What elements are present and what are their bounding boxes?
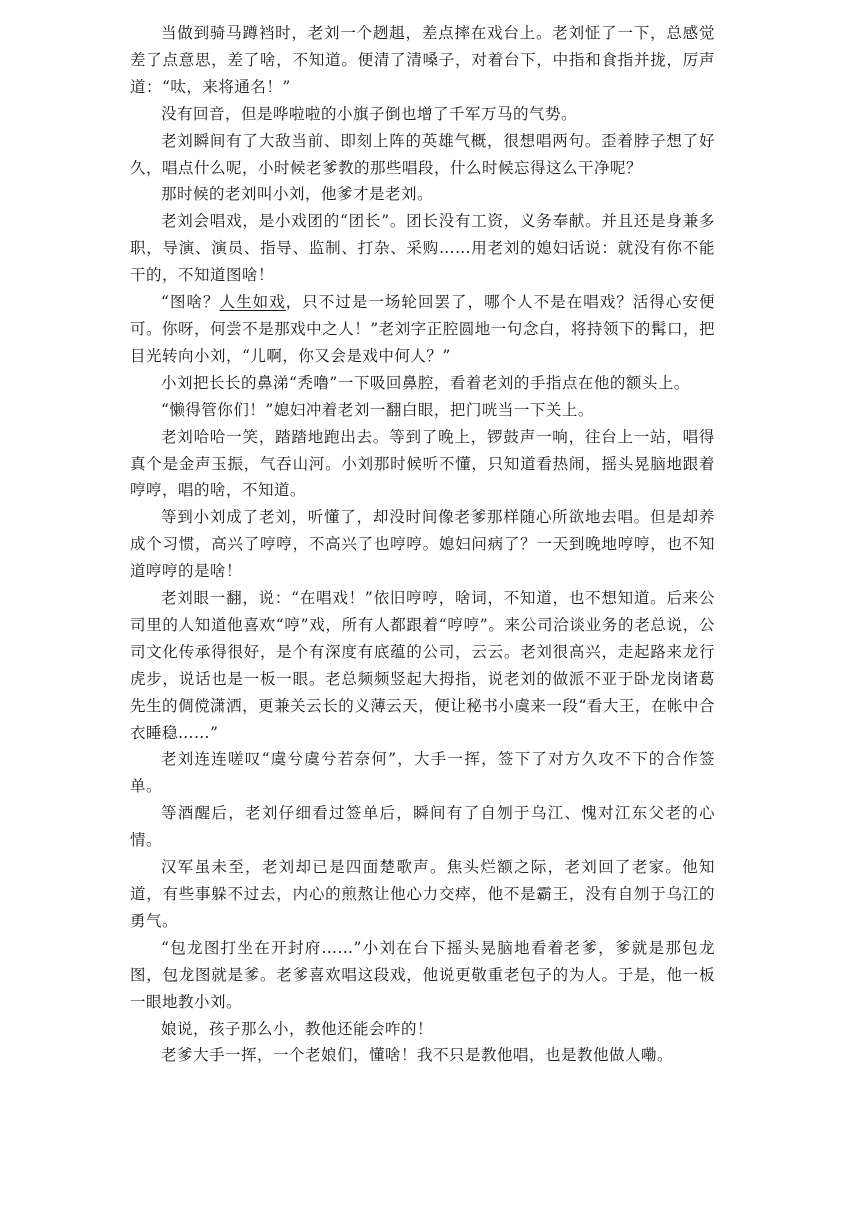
paragraph-6 [130,289,715,370]
paragraph-9: 老刘哈哈一笑，踏踏地跑出去。等到了晚上，锣鼓声一响，往台上一站，唱得真个是金声玉振，气吞山河。小刘那时候听不懂，只知道看热闹，摇头晃脑地跟着哼哼，唱的啥，不知道。 [130,427,715,500]
paragraph-14: 汉军虽未至，老刘却已是四面楚歌声。焦头烂额之际，老刘回了老家。他知道，有些事躲不过去，内心的煎熬让他心力交瘁，他不是霸王，没有自刎于乌江的勇气。 [130,858,715,930]
paragraph-15: “包龙图打坐在开封府……”小刘在台下摇头晃脑地看着老爹，爹就是那包龙图，包龙图就是爹。老爹喜欢唱这段戏，他说更敬重老包子的为人。于是，他一板一眼地教小刘。 [130,938,715,1011]
paragraph-6-rest: ，只不过是一场轮回罢了，哪个人不是在唱戏？活得心安便可。你呀，何尝不是那戏中之人！”老刘字正腔圆地一句念白，将持领下的髯口，把目光转向小刘，“儿啊，你又会是戏中何人？” [130,293,715,365]
paragraph-7: 小刘把长长的鼻涕“秃噜”一下吸回鼻腔，看着老刘的手指点在他的额头上。 [161,373,690,392]
paragraph-4: 那时候的老刘叫小刘，他爹才是老刘。 [161,185,434,204]
story-text [130,20,715,1069]
underlined-phrase: 人生如戏 [219,293,286,312]
paragraph-5: 老刘会唱戏，是小戏团的“团长”。团长没有工资，义务奉献。并且还是身兼多职，导演、演员、指导、监制、打杂、采购……用老刘的媳妇话说：就没有你不能干的，不知道图啥！ [130,212,715,285]
paragraph-13: 等酒醒后，老刘仔细看过签单后，瞬间有了自刎于乌江、愧对江东父老的心情。 [130,804,715,850]
paragraph-12: 老刘连连嗟叹“虞兮虞兮若奈何”，大手一挥，签下了对方久攻不下的合作签单。 [130,750,715,796]
paragraph-2: 没有回音，但是哗啦啦的小旗子倒也增了千军万马的气势。 [161,104,578,123]
paragraph-16: 娘说，孩子那么小，教他还能会咋的！ [161,1019,434,1038]
paragraph-8: “懒得管你们！”媳妇冲着老刘一翻白眼，把门咣当一下关上。 [161,400,594,419]
paragraph-1: 当做到骑马蹲裆时，老刘一个趔趄，差点摔在戏台上。老刘怔了一下，总感觉差了点意思，差了啥，不知道。便清了清嗓子，对着台下，中指和食指并拢，厉声道：“呔，来将通名！” [130,24,715,96]
paragraph-3: 老刘瞬间有了大敌当前、即刻上阵的英雄气概，很想唱两句。歪着脖子想了好久，唱点什么呢，小时候老爹教的那些唱段，什么时候忘得这么干净呢？ [130,131,715,177]
paragraph-10: 等到小刘成了老刘，听懂了，却没时间像老爹那样随心所欲地去唱。但是却养成个习惯，高兴了哼哼，不高兴了也哼哼。媳妇问病了？一天到晚地哼哼，也不知道哼哼的是啥！ [130,508,715,581]
paragraph-11: 老刘眼一翻，说：“在唱戏！”依旧哼哼，啥词，不知道，也不想知道。后来公司里的人知道他喜欢“哼”戏，所有人都跟着“哼哼”。来公司洽谈业务的老总说，公司文化传承得很好，是个有深度有底蕴的公司，云云。老刘很高兴，走起路来龙行虎步，说话也是一板一眼。老总频频竖起大拇指，说老刘的做派不亚于卧龙岗诸葛先生的倜傥潇洒，更兼关云长的义薄云天，便让秘书小虞来一段“看大王，在帐中合衣睡稳……” [130,589,715,742]
paragraph-6-start: “图啥？ [161,293,220,312]
paragraph-17: 老爹大手一挥，一个老娘们，懂啥！我不只是教他唱，也是教他做人嘞。 [161,1046,674,1065]
